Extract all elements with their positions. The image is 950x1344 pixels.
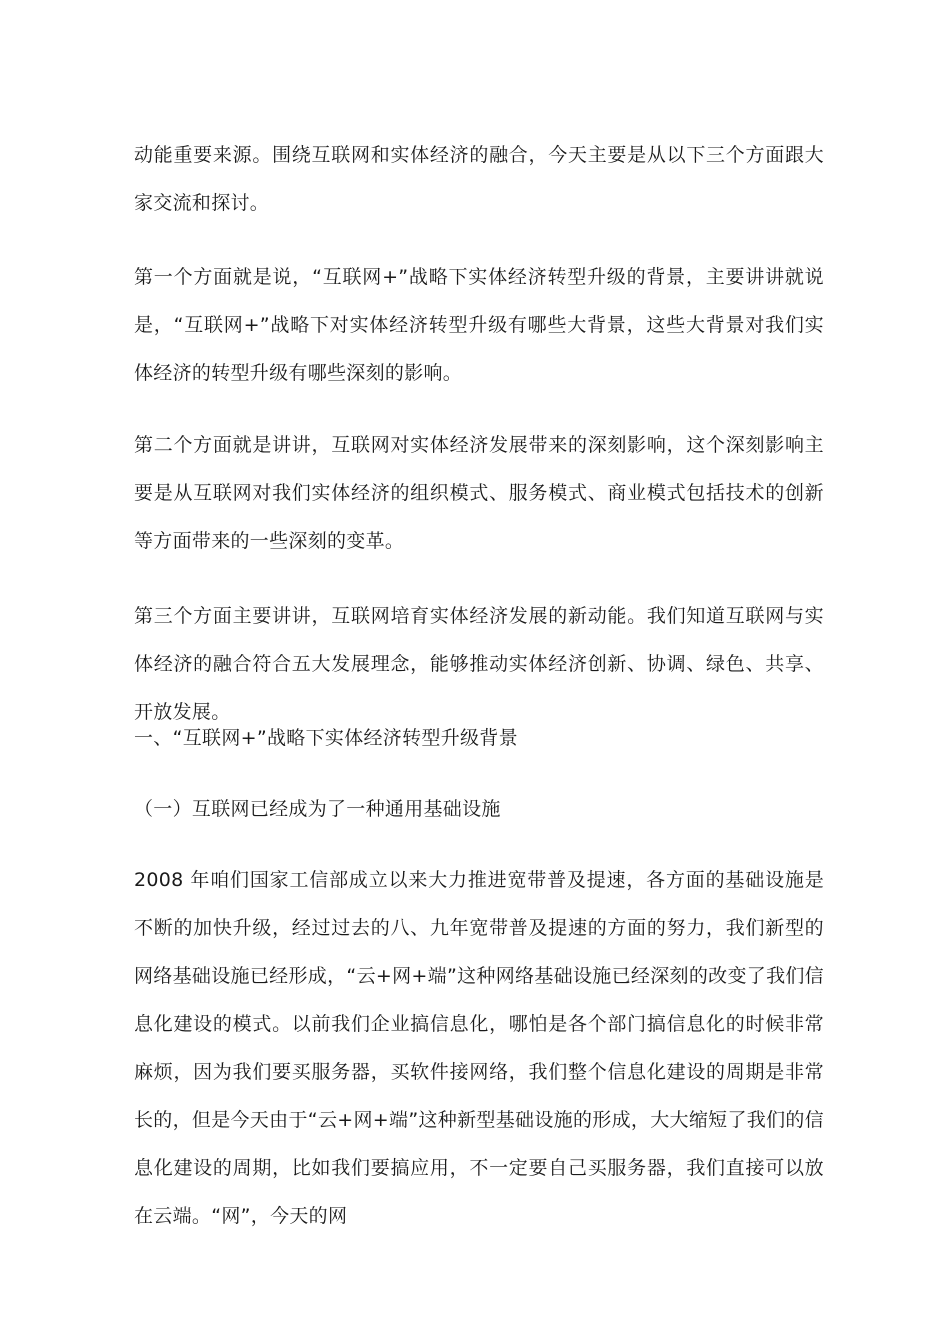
paragraph-second-aspect: 第二个方面就是讲讲，互联网对实体经济发展带来的深刻影响，这个深刻影响主要是从互联网对我们实体经济的组织模式、服务模式、商业模式包括技术的创新等方面带来的一些深刻的变革。 <box>134 434 824 552</box>
paragraph-third-aspect: 第三个方面主要讲讲，互联网培育实体经济发展的新动能。我们知道互联网与实体经济的融合符合五大发展理念，能够推动实体经济创新、协调、绿色、共享、开放发展。 <box>134 605 824 723</box>
paragraph-infrastructure: 2008 年咱们国家工信部成立以来大力推进宽带普及提速，各方面的基础设施是不断的加快升级，经过过去的八、九年宽带普及提速的方面的努力，我们新型的网络基础设施已经形成，“云+网+端”这种网络基础设施已经深刻的改变了我们信息化建设的模式。以前我们企业搞信息化，哪怕是各个部门搞信息化的时候非常麻烦，因为我们要买服务器，买软件接网络，我们整个信息化建设的周期是非常长的，但是今天由于“云+网+端”这种新型基础设施的形成，大大缩短了我们的信息化建设的周期，比如我们要搞应用，不一定要自己买服务器，我们直接可以放在云端。“网”，今天的网 <box>134 869 824 1227</box>
paragraph-first-aspect: 第一个方面就是说，“互联网+”战略下实体经济转型升级的背景，主要讲讲就说是，“互联网+”战略下对实体经济转型升级有哪些大背景，这些大背景对我们实体经济的转型升级有哪些深刻的影响。 <box>134 266 824 384</box>
paragraph-intro-continued: 动能重要来源。围绕互联网和实体经济的融合，今天主要是从以下三个方面跟大家交流和探讨。 <box>134 144 824 214</box>
subsection-heading: （一）互联网已经成为了一种通用基础设施 <box>134 798 501 820</box>
section-heading: 一、“互联网+”战略下实体经济转型升级背景 <box>134 727 518 749</box>
